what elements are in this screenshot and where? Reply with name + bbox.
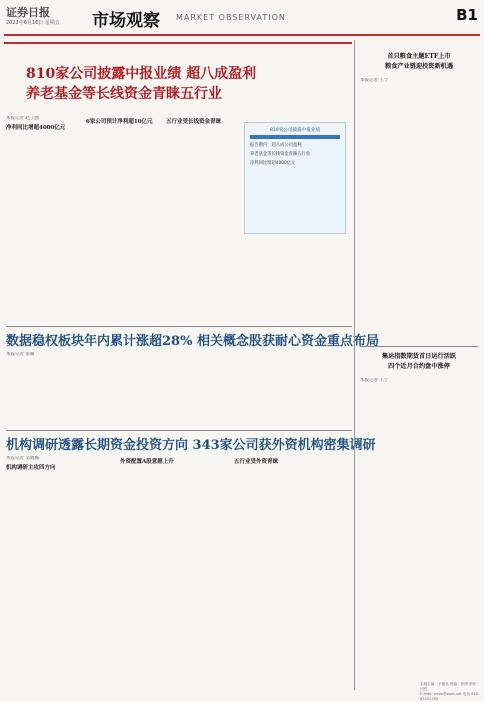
footer-line-1: 本版主编：于德良 责编：张博 制作：闫亮 (420, 682, 480, 691)
sidebar-story1-title-line1: 首只粮食主题ETF上市 (387, 53, 451, 60)
sidebar-story1-title[interactable] (360, 52, 478, 72)
sidebar-story1-body (360, 78, 478, 344)
story3-subhead-2: 外资配置A股意愿上升 (120, 459, 174, 465)
story3-byline: 本报记者 吴晓璐 (6, 456, 39, 461)
lead-subhead-2: 6家公司预计净利超10亿元 (86, 119, 153, 125)
divider (6, 430, 352, 431)
page-number: B1 (456, 6, 478, 24)
masthead (0, 0, 484, 34)
story3-subhead-3: 五行业受外资青睐 (234, 459, 279, 465)
story3-column-1 (6, 456, 116, 694)
sidebar-story1-title-line2: 粮食产业链迎投资新机遇 (384, 63, 454, 70)
story3-subhead-1: 机构调研主攻四方向 (6, 465, 56, 472)
infographic-line-3: 净利同比增超4000亿元 (250, 161, 296, 166)
footer-line-2: E-mail: zmzx@zqrb.net 电话 010-83251785 (420, 692, 480, 701)
divider (6, 326, 352, 327)
page-footer (420, 682, 480, 702)
story3-column-3 (234, 456, 352, 694)
sidebar-story2-byline: 本报记者 王宁 (360, 378, 389, 383)
story3-column-2 (120, 456, 230, 694)
paper-date: 2023年6月16日 星期五 (6, 20, 60, 26)
sidebar-divider (354, 40, 355, 690)
section-title-english: MARKET OBSERVATION (176, 13, 286, 22)
paper-name: 证券日报 (6, 6, 50, 19)
infographic-bar (250, 135, 340, 139)
sidebar-story2-title[interactable] (360, 352, 478, 372)
masthead-rule (4, 34, 480, 36)
sidebar-story2-title-line2: 四个近月合约盘中涨停 (388, 363, 450, 370)
lead-column-2 (86, 116, 160, 320)
lead-infographic (244, 122, 346, 234)
lead-column-1 (6, 116, 80, 320)
lead-column-3 (166, 116, 240, 320)
infographic-line-2: 养老基金等长线资金青睐五行业 (250, 152, 311, 157)
divider (360, 346, 478, 347)
infographic-title: 810家公司披露中报业绩 (269, 128, 321, 133)
lead-top-rule (4, 42, 352, 44)
lead-subtitle: 养老基金等长线资金青睐五行业 (26, 86, 222, 102)
infographic-line-1: 报告期内：超八成公司盈利 (250, 143, 302, 148)
lead-subhead-1: 净利同比增超4000亿元 (6, 125, 66, 132)
sidebar-story1-byline: 本报记者 王宁 (360, 78, 389, 83)
lead-headline[interactable] (26, 64, 344, 112)
section-title: 市场观察 (92, 11, 160, 31)
story2-headline[interactable]: 数据稳权板块年内累计涨超28% 相关概念股获耐心资金重点布局 (6, 334, 379, 349)
story2-byline: 本报记者 张颖 (6, 352, 35, 357)
story2-body (6, 352, 352, 424)
story3-headline[interactable]: 机构调研透露长期资金投资方向 343家公司获外资机构密集调研 (6, 438, 376, 453)
lead-subhead-3: 五行业受长线资金青睐 (166, 119, 222, 125)
sidebar-story2-body (360, 378, 478, 676)
sidebar-story2-title-line1: 集运指数期货首日运行活跃 (381, 353, 457, 360)
lead-title: 810家公司披露中报业绩 超八成盈利 (26, 66, 257, 82)
lead-byline: 本报记者 赵子强 (6, 116, 39, 121)
